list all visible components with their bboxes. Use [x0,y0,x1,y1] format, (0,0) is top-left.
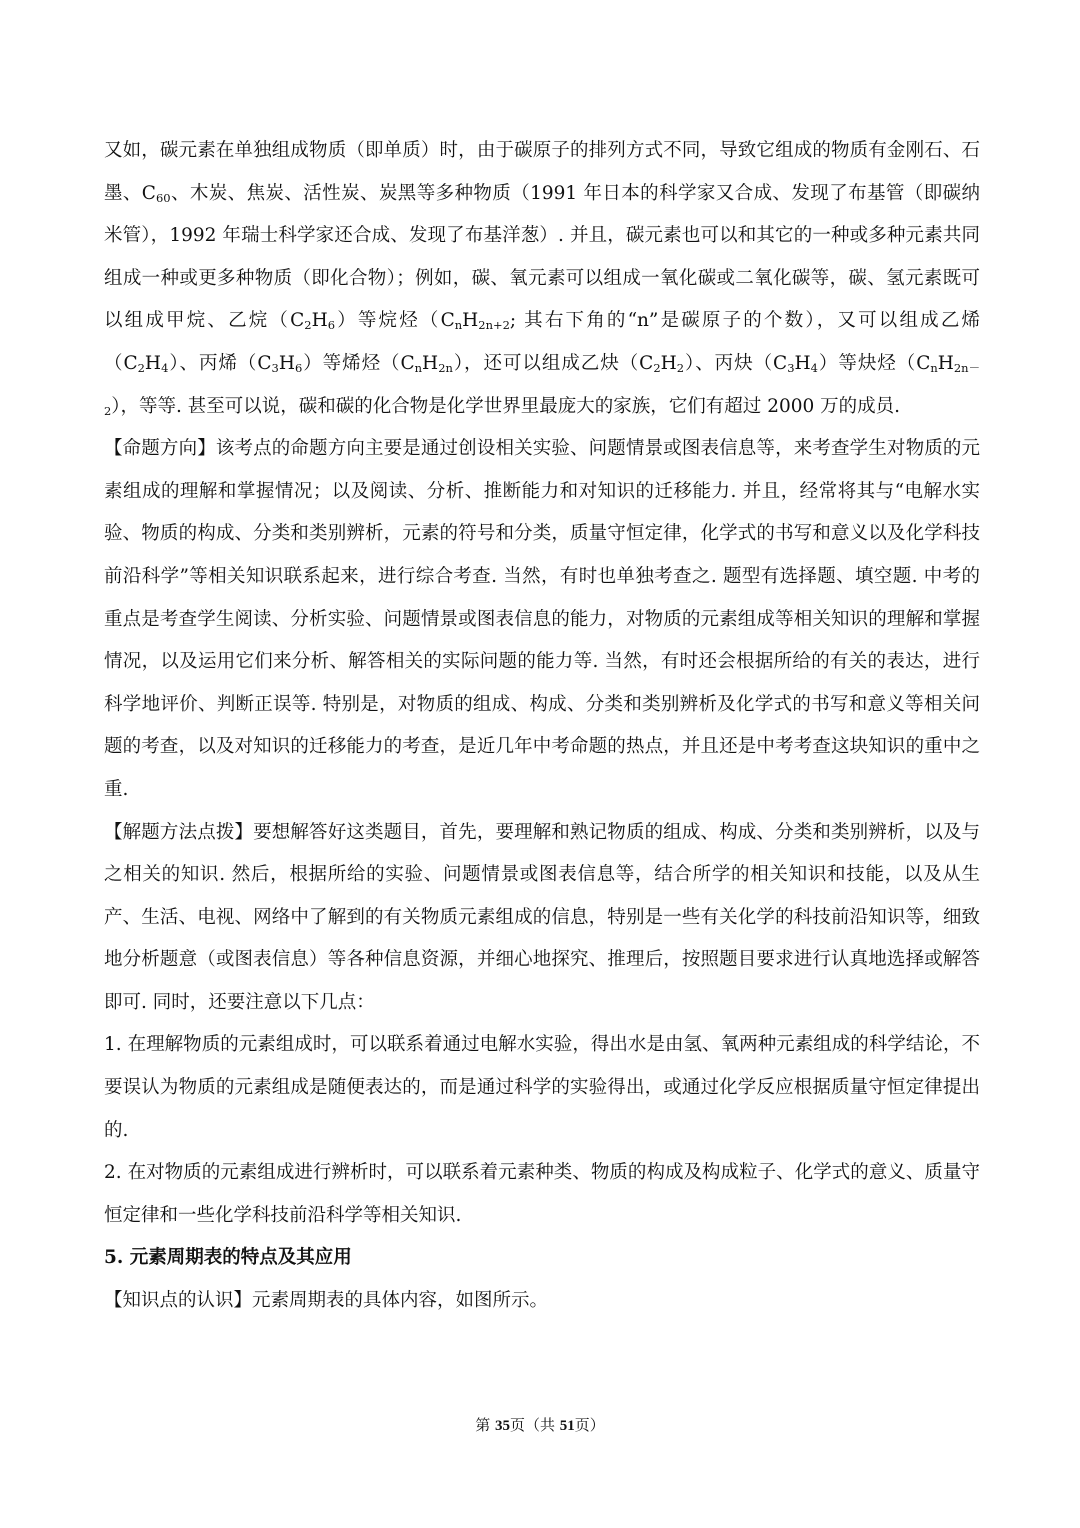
text-segment: H [937,352,954,374]
text-segment: 、木炭、焦炭、活性炭、炭黑等多种物质（1991 年日本的科学家又合成、发现了布基管（即碳纳米管），1992 年瑞士科学家还合成、发现了布基洋葱）. 并且，碳元素也可以和其它的一种或多种元素共同组成一种或更多种物质（即化合物）；例如，碳、氧元素可以组成一氧化碳或二氧化碳等，碳、氢元素既可以组成甲烷、乙烷（C [104,182,981,332]
subscript-text: 4 [161,360,169,375]
text-segment: 【知识点的认识】元素周期表的具体内容，如图所示。 [104,1290,549,1312]
text-segment: ）、丙烯（C [168,352,272,374]
text-segment: ）等烷烃（C [335,310,455,332]
proposition-direction-paragraph [104,428,980,811]
text-segment: ），还可以组成乙炔（C [452,352,654,374]
note-1-paragraph [104,1024,980,1152]
text-segment: 又如，碳元素在单独组成物质（即单质）时，由于碳原子的排列方式不同，导致它组成的物质有金刚石、石墨、C [104,140,980,204]
text-segment: H [144,352,162,374]
current-page-number: 35 [494,1418,510,1434]
subscript-text: n [454,318,463,333]
subscript-text: 2 [137,360,145,375]
subscript-text: n [414,360,423,375]
subscript-text: 2n+2 [478,318,510,333]
body-text [104,130,980,1323]
text-segment: ）等烯烃（C [302,352,415,374]
text-segment: H [278,352,295,374]
page-footer [0,1414,1080,1437]
text-segment: H [462,310,479,332]
knowledge-point-paragraph [104,1280,980,1323]
subscript-text: 2 [304,318,312,333]
text-segment: H [311,310,328,332]
text-segment: ）、丙炔（C [684,352,788,374]
text-segment: 2. 在对物质的元素组成进行辨析时，可以联系着元素种类、物质的构成及构成粒子、化学式的意义、质量守恒定律和一些化学科技前沿科学等相关知识. [104,1162,980,1226]
carbon-example-paragraph [104,130,980,428]
text-segment: 1. 在理解物质的元素组成时，可以联系着通过电解水实验，得出水是由氢、氧两种元素组成的科学结论，不要误认为物质的元素组成是随便表达的，而是通过科学的实验得出，或通过化学反应根据质量守恒定律提出的. [104,1034,980,1141]
subscript-text: 3 [787,360,795,375]
solution-method-paragraph [104,812,980,1025]
text-segment: H [794,352,811,374]
subscript-text: 2 [653,360,661,375]
text-segment: ）等炔烃（C [817,352,931,374]
footer-prefix: 第 [475,1416,495,1434]
footer-suffix: 页） [574,1416,605,1434]
text-segment: 【解题方法点拨】要想解答好这类题目，首先，要理解和熟记物质的组成、构成、分类和类别辨析，以及与之相关的知识. 然后，根据所给的实验、问题情景或图表信息等，结合所学的相关知识和技能，以及从生产、生活、电视、网络中了解到的有关物质元素组成的信息，特别是一些有关化学的科技前沿知识等，细致地分析题意（或图表信息）等各种信息资源，并细心地探究、推理后，按照题目要求进行认真地选择或解答即可. 同时，还要注意以下几点： [104,821,980,1013]
subscript-text: 60 [155,190,171,205]
text-segment: ; 其右下角的“n”是碳原子的个数），又可以组成乙烯（C [104,310,981,374]
subscript-text: n [930,360,938,375]
note-2-paragraph [104,1152,980,1237]
subscript-text: 6 [294,360,303,375]
text-segment: ），等等. 甚至可以说，碳和碳的化合物是化学世界里最庞大的家族，它们有超过 2000 万的成员. [111,395,901,417]
subscript-text: 4 [810,360,818,375]
subscript-text: 3 [271,360,279,375]
subscript-text: 2n [438,360,453,375]
subscript-text: 2 [676,360,685,375]
footer-middle: 页（共 [509,1416,560,1434]
text-segment: H [422,352,439,374]
total-pages-number: 51 [559,1418,575,1434]
text-segment: 【命题方向】该考点的命题方向主要是通过创设相关实验、问题情景或图表信息等，来考查学生对物质的元素组成的理解和掌握情况；以及阅读、分析、推断能力和对知识的迁移能力. 并且，经常将其与“电解水实验、物质的构成、分类和类别辨析，元素的符号和分类，质量守恒定律，化学式的书写和意义以及化学科技前沿科学”等相关知识联系起来，进行综合考查. 当然，有时也单独考查之. 题型有选择题、填空题. 中考的重点是考查学生阅读、分析实验、问题情景或图表信息的能力，对物质的元素组成等相关知识的理解和掌握情况，以及运用它们来分析、解答相关的实际问题的能力等. 当然，有时还会根据所给的有关的表达，进行科学地评价、判断正误等. 特别是，对物质的组成、构成、分类和类别辨析及化学式的书写和意义等相关问题的考查，以及对知识的迁移能力的考查，是近几年中考命题的热点，并且还是中考考查这块知识的重中之重. [104,438,980,800]
text-segment: H [660,352,677,374]
subscript-text: 6 [327,318,336,333]
subscript-text: 2n－2 [104,360,981,418]
text-segment: 5. 元素周期表的特点及其应用 [104,1247,352,1269]
section-5-heading [104,1237,980,1280]
